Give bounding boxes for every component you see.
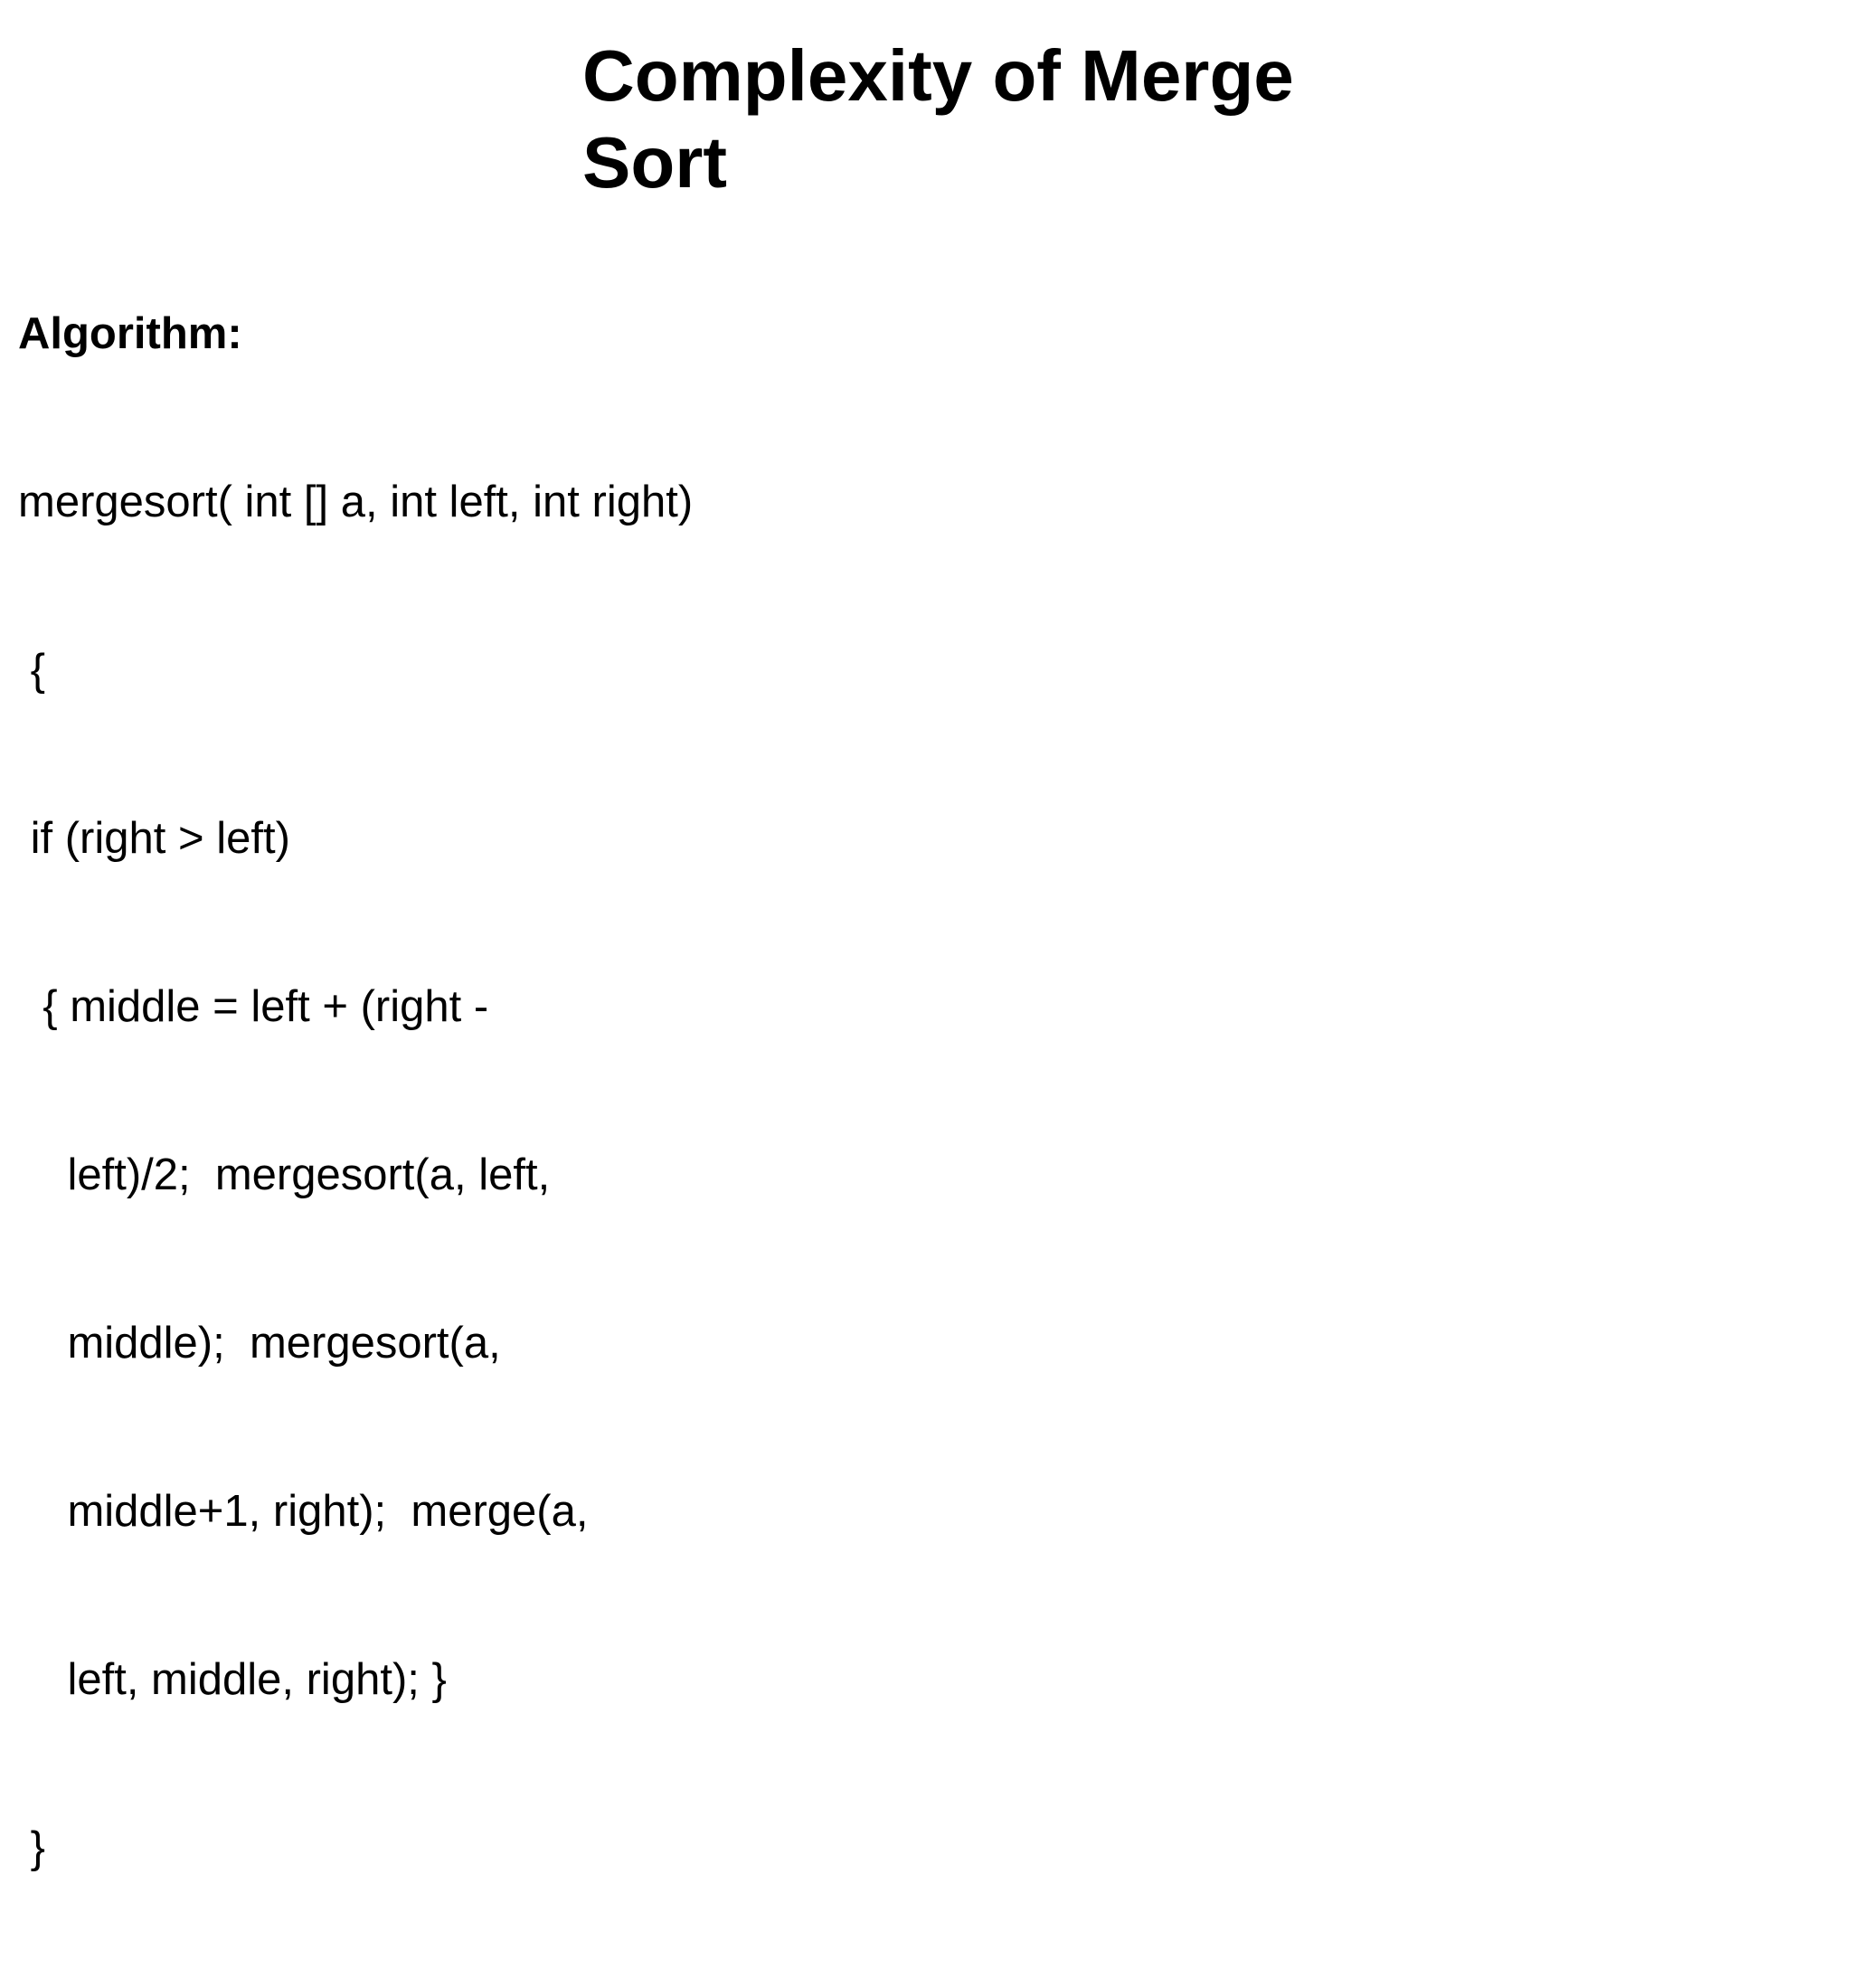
- code-line-9: }: [18, 1823, 45, 1872]
- code-line-3: if (right > left): [18, 814, 290, 863]
- code-line-8: left, middle, right); }: [18, 1655, 447, 1704]
- slide-title-line-1: Complexity of Merge: [582, 35, 1294, 116]
- slide-title-line-2: Sort: [582, 122, 727, 203]
- algorithm-heading: Algorithm:: [18, 309, 242, 358]
- slide-body: [18, 194, 693, 1988]
- slide-title: [582, 33, 1294, 206]
- code-line-2: {: [18, 646, 45, 695]
- code-line-6: middle); mergesort(a,: [18, 1319, 501, 1368]
- code-line-1: mergesort( int [] a, int left, int right): [18, 478, 694, 526]
- code-line-4: { middle = left + (right -: [18, 982, 489, 1031]
- code-line-7: middle+1, right); merge(a,: [18, 1487, 589, 1536]
- code-line-5: left)/2; mergesort(a, left,: [18, 1150, 551, 1199]
